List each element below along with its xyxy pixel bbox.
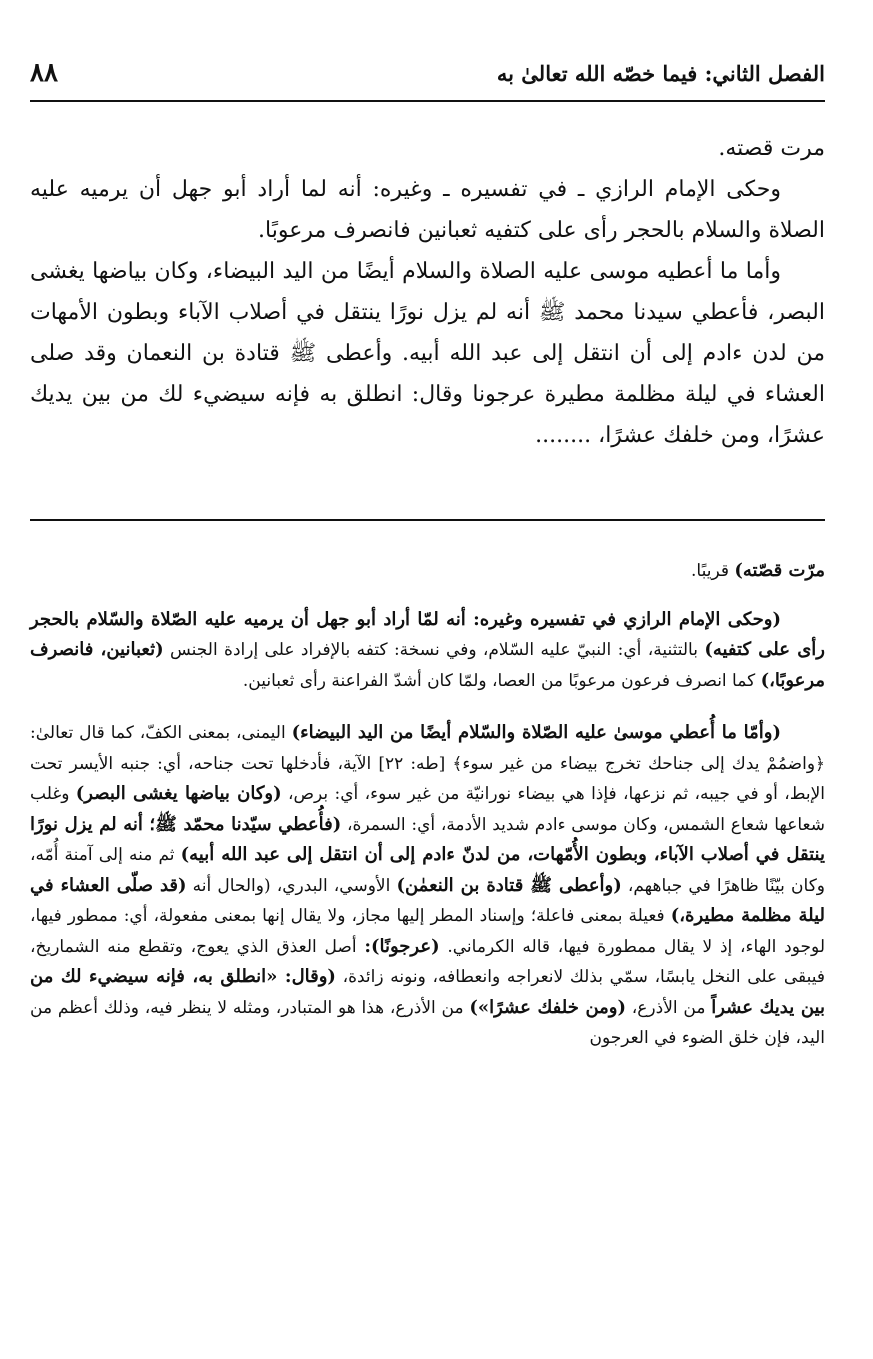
commentary-text-run: من الأذرع، هذا هو المتبادر، ومثله لا ينظر فيه، وذلك أعظم من اليد، فإن خلق الضوء في العرجون (30, 997, 825, 1048)
quoted-text: (عرجونًا): (364, 935, 440, 957)
running-title: الفصل الثاني: فيما خصّه الله تعالىٰ به (496, 60, 825, 86)
commentary-text-run: ثم منه إلى آمنة أُمّه، وكان بيّنًا ظاهرًا في جباههم، (30, 845, 825, 896)
commentary-text-run: فعيلة بمعنى فاعلة؛ وإسناد المطر إليها مجاز، ولا يقال إنها بمعنى مفعولة، أي: ممطور فيها، لوجود الهاء، إذ لا يقال ممطورة فيها، قاله الكرماني. (30, 906, 825, 957)
commentary-paragraph (30, 605, 825, 697)
commentary-text-run: بالتثنية، أي: النبيّ عليه السّلام، وفي نسخة: كتفه بالإفراد على إرادة الجنس (163, 640, 705, 660)
quoted-text: (ومن خلفك عشرًا») (469, 996, 627, 1018)
commentary-text-run: الأوسي، البدري، (والحال أنه (186, 875, 397, 896)
quoted-text: مرّت قصّته) (734, 560, 825, 581)
quoted-text: (وأمّا ما أُعطي موسىٰ عليه الصّلاة والسّلام أيضًا من اليد البيضاء) (291, 722, 781, 743)
quoted-text: (ثعبانين، فانصرف مرعوبًا،) (30, 639, 825, 691)
commentary-paragraph (30, 556, 825, 587)
header-divider (30, 100, 825, 102)
main-text (30, 128, 825, 456)
commentary-text-run: من الأذرع، (626, 997, 712, 1018)
page-header (30, 54, 825, 92)
commentary-paragraph (30, 718, 825, 1054)
commentary-text-run: اليمنى، بمعنى الكفّ، كما قال تعالىٰ: ﴿واضمُمْ يدك إلى جناحك تخرج بيضاء من غير سوء﴾ [طه: ٢٢] الآية، فأدخلها تحت جناحه، أي: جنبه الأيسر تحت الإبط، أو في جيبه، ثم نزعها، فإذا هي بيضاء نورانيّة من غير سوء، أي: برص، (30, 723, 826, 804)
commentary-text (30, 556, 825, 1054)
commentary-text-run: وغلب شعاعها شعاع الشمس، وكان موسى ءادم شديد الأدمة، أي: السمرة، (30, 784, 825, 835)
commentary-text-run: قريبًا. (691, 561, 735, 581)
main-paragraph: وأما ما أعطيه موسى عليه الصلاة والسلام أيضًا من اليد البيضاء، وكان بياضها يغشى البصر، فأعطي سيدنا محمد ﷺ أنه لم يزل نورًا ينتقل في أصلاب الآباء وبطون الأمهات من لدن ءادم إلى أن انتقل إلى عبد الله أبيه. وأعطى ﷺ قتادة بن النعمان وقد صلى العشاء في ليلة مظلمة مطيرة عرجونا وقال: انطلق به فإنه سيضيء لك من بين يديك عشرًا، ومن خلفك عشرًا، ........ (30, 259, 825, 448)
quoted-text: (وكان بياضها يغشى البصر) (75, 783, 282, 804)
quoted-text: (قد صلّى العشاء في ليلة مظلمة مطيرة،) (30, 874, 825, 926)
main-paragraph: مرت قصته. (718, 136, 825, 161)
commentary-text-run: أصل العذق الذي يعوج، وتقطع منه الشماريخ، فيبقى على النخل يابسًا، سمّي بذلك لانعراجه وانعطافه، ونونه زائدة، (30, 936, 825, 987)
commentary-text-run: كما انصرف فرعون مرعوبًا من العصا، ولمّا كان أشدّ الفراعنة رأى ثعبانين. (242, 670, 761, 691)
main-paragraph: وحكى الإمام الرازي ـ في تفسيره ـ وغيره: أنه لما أراد أبو جهل أن يرميه عليه الصلاة والسلام بالحجر رأى على كتفيه ثعبانين فانصرف مرعوبًا. (30, 177, 825, 243)
section-divider (30, 519, 825, 521)
quoted-text: (وأعطى ﷺ قتادة بن النعمٰن) (396, 874, 622, 896)
quoted-text: (فأُعطي سيّدنا محمّد ﷺ؛ أنه لم يزل نورًا ينتقل في أصلاب الآباء، وبطون الأُمّهات، من لدنّ ءادم إلى أن انتقل إلى عبد الله أبيه) (30, 813, 825, 865)
page-number: ٨٨ (30, 58, 58, 88)
quoted-text: (وقال: «انطلق به، فإنه سيضيء لك من بين يديك عشراً (30, 966, 826, 1018)
quoted-text: (وحكى الإمام الرازي في تفسيره وغيره: أنه لمّا أراد أبو جهل أن يرميه عليه الصّلاة والسّلام بالحجر رأى على كتفيه) (30, 608, 825, 660)
